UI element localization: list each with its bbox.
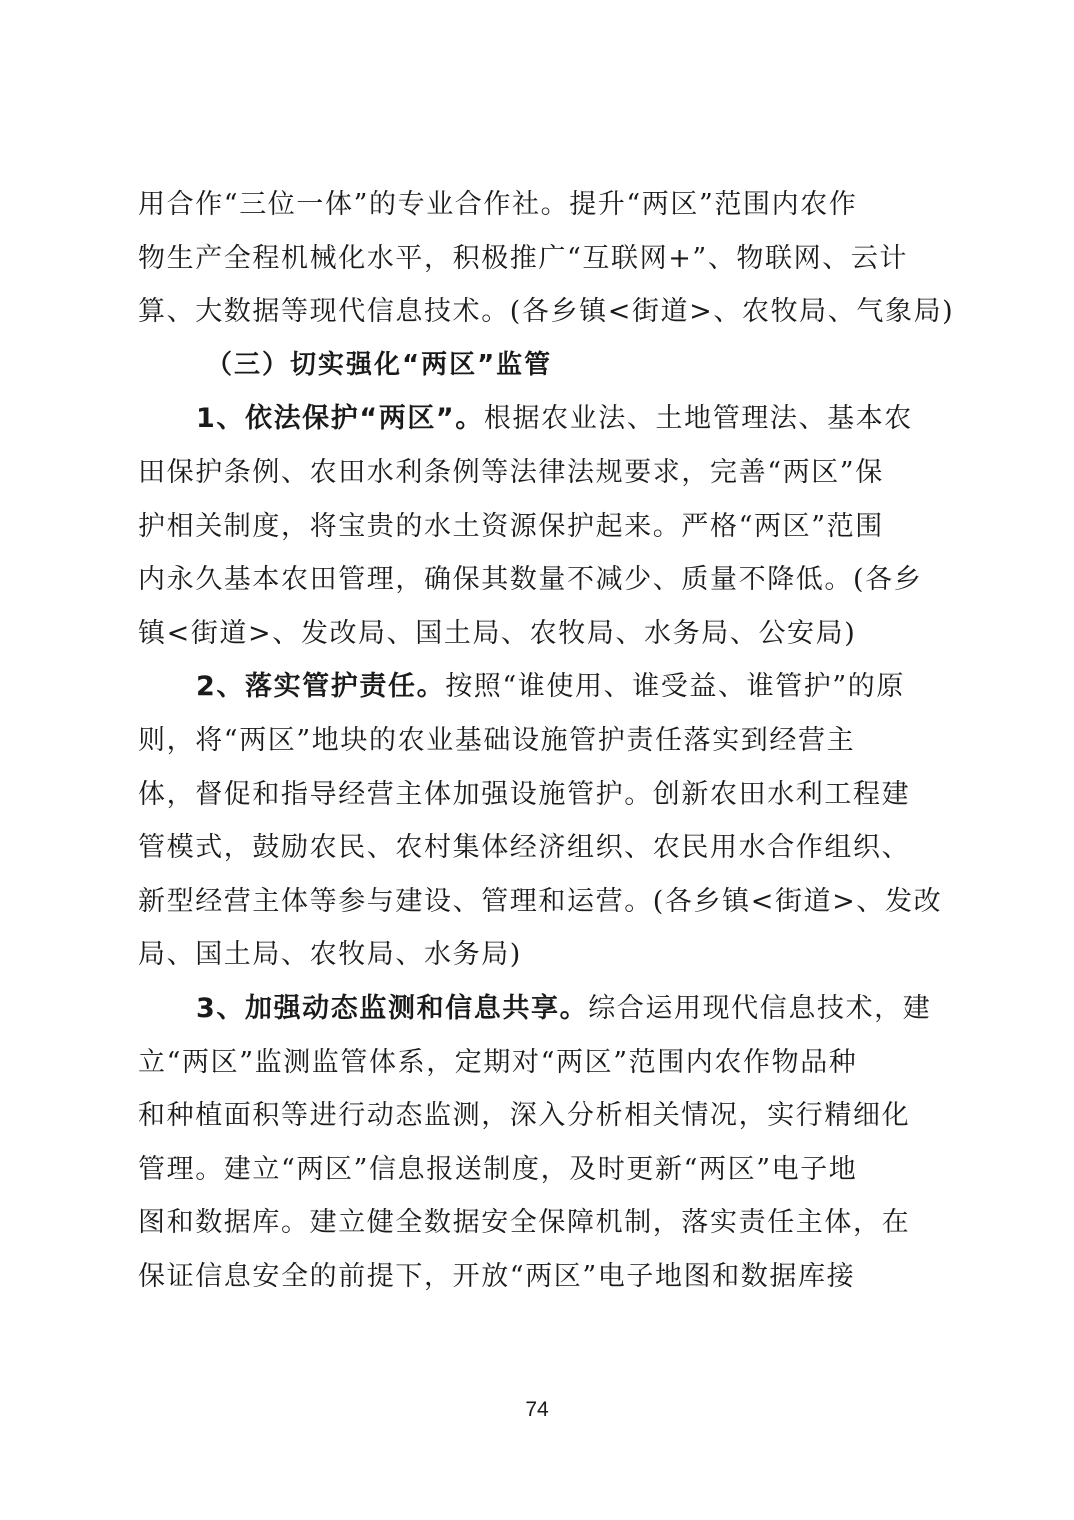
text-line: 算、大数据等现代信息技术。(各乡镇<街道>、农牧局、气象局) xyxy=(138,296,955,328)
text-line: 立“两区”监测监管体系，定期对“两区”范围内农作物品种 xyxy=(138,1046,858,1078)
page-number: 74 xyxy=(525,1398,549,1421)
item-2-paragraph xyxy=(138,660,943,982)
text-line: 护相关制度，将宝贵的水土资源保护起来。严格“两区”范围 xyxy=(138,510,884,542)
item-1-paragraph xyxy=(138,392,938,660)
item-2-title: 2、落实管护责任。 xyxy=(196,671,446,703)
item-1-first-line xyxy=(138,392,938,446)
text-line: 局、国土局、农牧局、水务局) xyxy=(138,939,522,971)
text-line: 管理。建立“两区”信息报送制度，及时更新“两区”电子地 xyxy=(138,1153,858,1185)
text-line: 镇<街道>、发改局、国土局、农牧局、水务局、公安局) xyxy=(138,617,857,649)
item-1-title: 1、依法保护“两区”。 xyxy=(196,403,484,435)
text-line: 图和数据库。建立健全数据安全保障机制，落实责任主体，在 xyxy=(138,1207,911,1239)
text-line: 和种植面积等进行动态监测，深入分析相关情况，实行精细化 xyxy=(138,1100,911,1132)
text-line: 内永久基本农田管理，确保其数量不减少、质量不降低。(各乡 xyxy=(138,564,923,596)
text-line: 新型经营主体等参与建设、管理和运营。(各乡镇<街道>、发改 xyxy=(138,885,943,917)
item-2-first-line xyxy=(138,660,938,714)
text-line: 保证信息安全的前提下，开放“两区”电子地图和数据库接 xyxy=(138,1260,856,1292)
item-3-first-line xyxy=(138,982,938,1036)
item-3-title: 3、加强动态监测和信息共享。 xyxy=(196,992,589,1024)
text-line: 物生产全程机械化水平，积极推广“互联网+”、物联网、云计 xyxy=(138,242,909,274)
item-1-first-line-text: 根据农业法、土地管理法、基本农 xyxy=(483,403,913,435)
item-2-first-line-text: 按照“谁使用、谁受益、谁管护”的原 xyxy=(445,671,905,703)
item-3-first-line-text: 综合运用现代信息技术，建 xyxy=(588,992,932,1024)
text-line: 用合作“三位一体”的专业合作社。提升“两区”范围内农作 xyxy=(138,189,858,220)
section-heading: （三）切实强化“两区”监管 xyxy=(206,349,553,380)
continued-paragraph xyxy=(138,178,955,339)
document-body xyxy=(138,178,955,1303)
item-3-paragraph xyxy=(138,982,938,1304)
text-line: 则，将“两区”地块的农业基础设施管护责任落实到经营主 xyxy=(138,724,856,756)
text-line: 管模式，鼓励农民、农村集体经济组织、农民用水合作组织、 xyxy=(138,832,911,864)
text-line: 田保护条例、农田水利条例等法律法规要求，完善“两区”保 xyxy=(138,456,884,488)
text-line: 体，督促和指导经营主体加强设施管护。创新农田水利工程建 xyxy=(138,778,911,810)
